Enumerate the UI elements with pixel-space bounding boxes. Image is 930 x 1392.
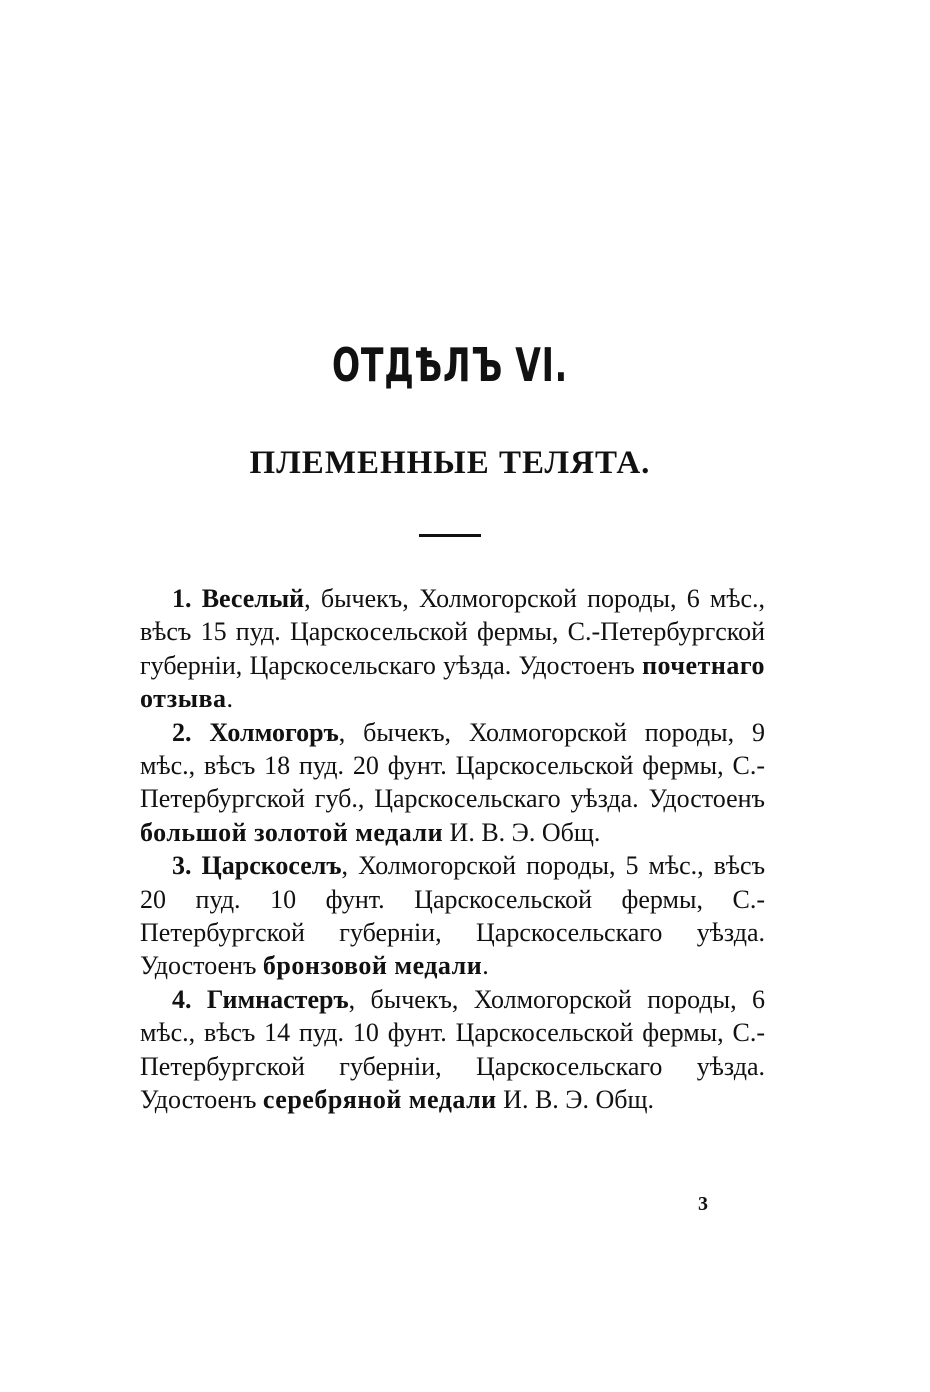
entry-award: бронзовой медали bbox=[262, 951, 483, 981]
list-item bbox=[140, 716, 765, 850]
entry-description: , бычекъ, Холмогорской породы, 9 мѣс., вѣсъ 18 пуд. 20 фунт. Царскосельской фермы, С.-Петербургской губ., Царскосельскаго уѣзда. Удостоенъ bbox=[140, 717, 765, 814]
entry-tail: . bbox=[482, 951, 489, 981]
list-item bbox=[140, 849, 765, 983]
entry-name: Холмогоръ bbox=[209, 717, 339, 747]
entries-list bbox=[140, 582, 765, 1117]
entry-award: серебряной медали bbox=[262, 1085, 497, 1115]
entry-name: Гимнастеръ bbox=[206, 984, 349, 1014]
entry-tail: И. В. Э. Общ. bbox=[443, 817, 601, 847]
divider-rule bbox=[419, 534, 481, 537]
entry-description: , бычекъ, Холмогорской породы, 6 мѣс., вѣсъ 14 пуд. 10 фунт. Царскосельской фермы, С.-Петербургской губерніи, Царскосельскаго уѣзда. Удостоенъ bbox=[140, 984, 765, 1115]
list-item bbox=[140, 582, 765, 716]
entry-name: Веселый bbox=[201, 584, 305, 613]
entry-award: большой золотой медали bbox=[140, 817, 444, 847]
entry-number: 4. bbox=[172, 984, 192, 1014]
entry-number: 2. bbox=[172, 717, 192, 747]
entry-tail: И. В. Э. Общ. bbox=[496, 1085, 654, 1115]
entry-tail: . bbox=[226, 684, 234, 714]
entry-number: 1. bbox=[172, 584, 192, 613]
entry-award: почетнаго отзыва bbox=[140, 650, 765, 714]
page-number: 3 bbox=[698, 1193, 708, 1215]
list-item bbox=[140, 983, 765, 1117]
section-title: ОТДѢЛЪ VI. bbox=[332, 338, 568, 392]
section-subtitle: ПЛЕМЕННЫЕ ТЕЛЯТА. bbox=[249, 445, 651, 481]
entry-name: Царскоселъ bbox=[201, 851, 342, 881]
entry-description: , бычекъ, Холмогорской породы, 6 мѣс., вѣсъ 15 пуд. Царскосельской фермы, С.-Петербургской губерніи, Царскосельскаго уѣзда. Удостоенъ bbox=[140, 584, 766, 680]
entry-description: , Холмогорской породы, 5 мѣс., вѣсъ 20 пуд. 10 фунт. Царскосельской фермы, С.-Петербургской губерніи, Царскосельскаго уѣзда. Удостоенъ bbox=[140, 851, 766, 981]
entry-number: 3. bbox=[172, 851, 192, 881]
